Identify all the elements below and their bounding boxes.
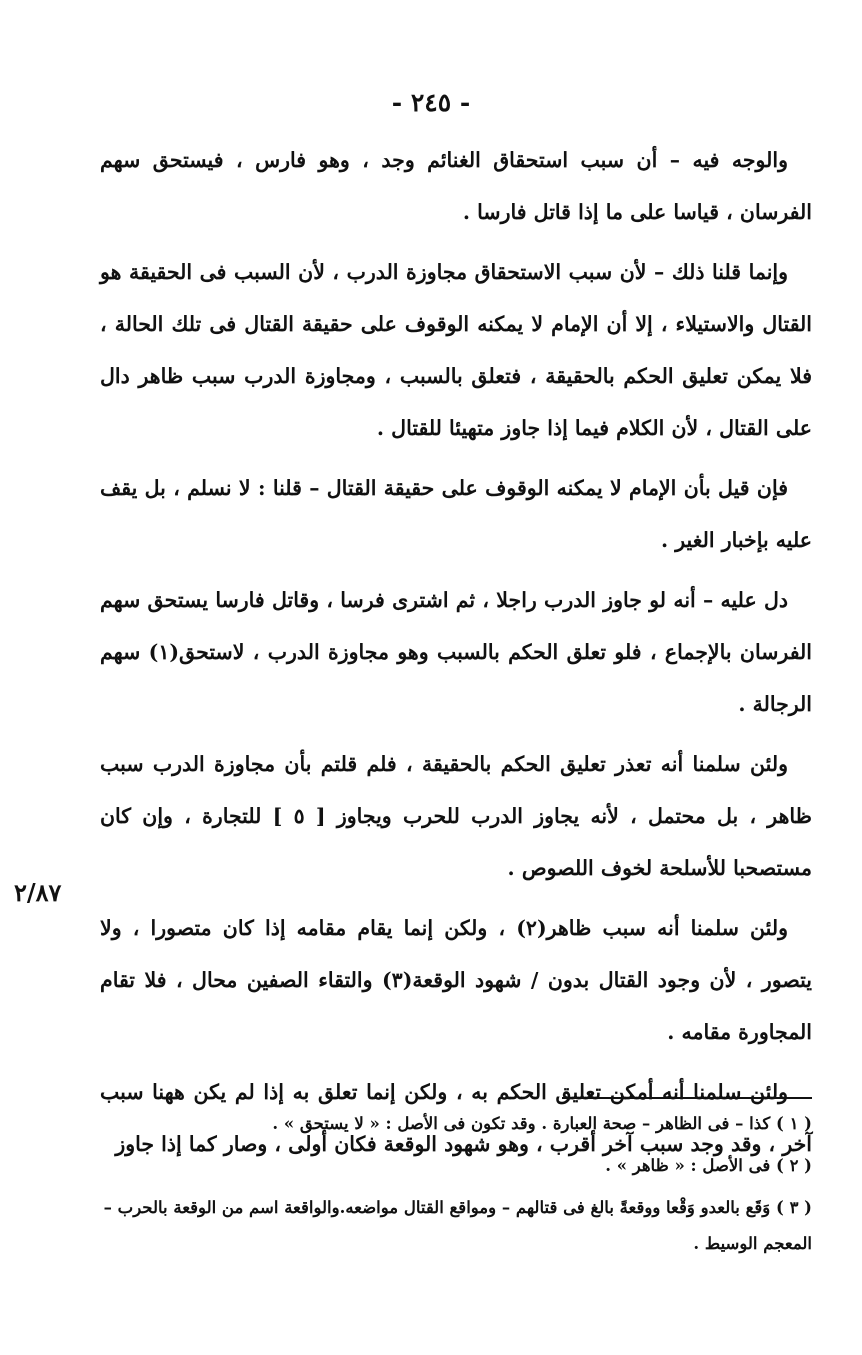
paragraph: دل عليه – أنه لو جاوز الدرب راجلا ، ثم اشترى فرسا ، وقاتل فارسا يستحق سهم الفرسان بالإجماع ، فلو تعلق الحكم بالسبب وهو مجاوزة الدرب ، لاستحق(١) سهم الرجالة . xyxy=(100,588,812,716)
paragraph: ولئن سلمنا أنه سبب ظاهر(٢) ، ولكن إنما يقام مقامه إذا كان متصورا ، ولا يتصور ، لأن وجود القتال بدون / شهود الوقعة(٣) والتقاء الصفين محال ، فلا تقام المجاورة مقامه . xyxy=(100,916,813,1044)
footnote-number: ( ٢ ) xyxy=(776,1156,812,1175)
footnote-number: ( ٣ ) xyxy=(776,1198,812,1217)
footnote-text: كذا – فى الظاهر – صحة العبارة . وقد تكون فى الأصل : « لا يستحق » . xyxy=(272,1114,771,1133)
footnote xyxy=(100,1190,812,1262)
paragraph: فإن قيل بأن الإمام لا يمكنه الوقوف على حقيقة القتال – قلنا : لا نسلم ، بل يقف عليه بإخبار الغير . xyxy=(100,476,812,552)
margin-folio-note: ٢/٨٧ xyxy=(14,878,62,907)
paragraph: وإنما قلنا ذلك – لأن سبب الاستحقاق مجاوزة الدرب ، لأن السبب فى الحقيقة هو القتال والاستيلاء ، إلا أن الإمام لا يمكنه الوقوف على حقيقة القتال فى تلك الحالة ، فلا يمكن تعليق الحكم بالحقيقة ، فتعلق بالسبب ، ومجاوزة الدرب سبب ظاهر دال على القتال ، لأن الكلام فيما إذا جاوز متهيئا للقتال . xyxy=(100,260,812,440)
footnote xyxy=(100,1148,812,1184)
paragraph: والوجه فيه – أن سبب استحقاق الغنائم وجد ، وهو فارس ، فيستحق سهم الفرسان ، قياسا على ما إذا قاتل فارسا . xyxy=(100,148,812,224)
footnote-divider xyxy=(562,1097,812,1099)
main-text xyxy=(100,134,812,1178)
footnote xyxy=(100,1106,812,1142)
footnote-text: وَقَع بالعدو وَقْعا ووقعةً بالغ فى قتالهم – ومواقع القتال مواضعه.والواقعة اسم من الوقعة بالحرب – المعجم الوسيط . xyxy=(103,1198,812,1253)
footnote-number: ( ١ ) xyxy=(776,1114,812,1133)
paragraph: ولئن سلمنا أنه أمكن تعليق الحكم به ، ولكن إنما تعلق به إذا لم يكن ههنا سبب آخر ، وقد وجد سبب آخر أقرب ، وهو شهود الوقعة فكان أولى ، وصار كما إذا جاوز xyxy=(100,1080,812,1156)
footnotes xyxy=(100,1106,812,1268)
paragraph: ولئن سلمنا أنه تعذر تعليق الحكم بالحقيقة ، فلم قلتم بأن مجاوزة الدرب سبب ظاهر ، بل محتمل ، لأنه يجاوز الدرب للحرب ويجاوز [ ٥ ] للتجارة ، وإن كان مستصحبا للأسلحة لخوف اللصوص . xyxy=(100,752,812,880)
footnote-text: فى الأصل : « ظاهر » . xyxy=(605,1156,771,1175)
page-number: - ٢٤٥ - xyxy=(391,88,471,117)
